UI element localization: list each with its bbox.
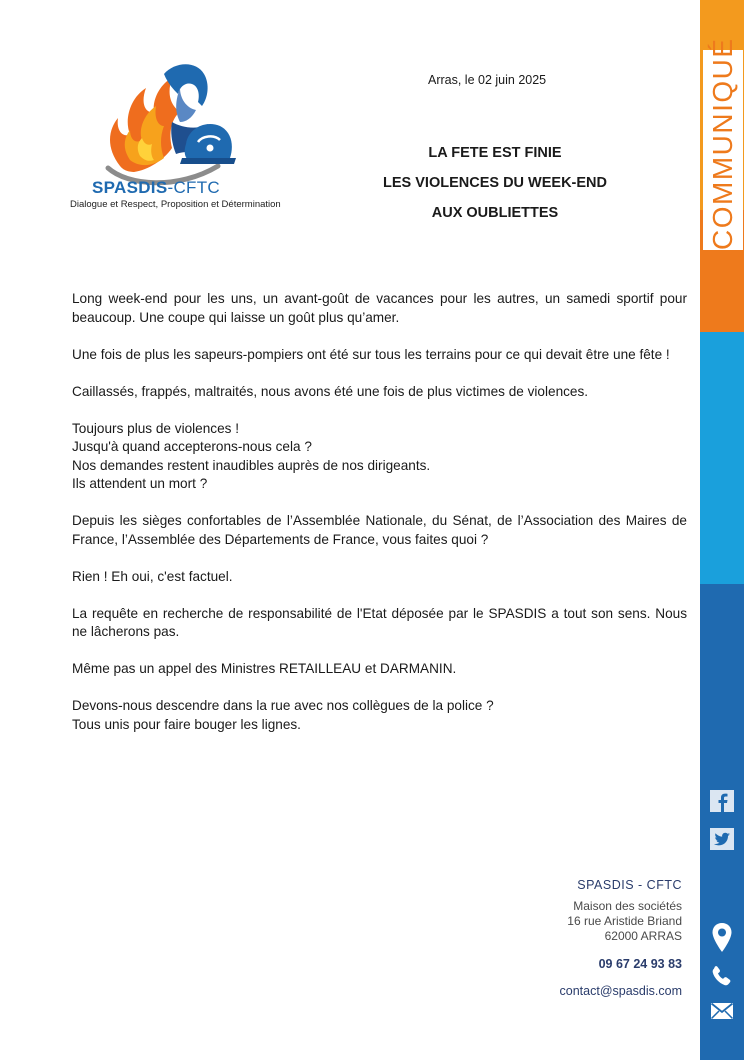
footer-email-link[interactable]: contact@spasdis.com	[559, 984, 682, 998]
headline-line-2: LES VIOLENCES DU WEEK-END	[383, 175, 607, 191]
footer-phone: 09 67 24 93 83	[598, 957, 682, 971]
footer-address-line: Maison des sociétés	[573, 899, 682, 913]
mail-icon[interactable]	[709, 999, 735, 1023]
headline	[360, 138, 630, 228]
paragraph-5: Depuis les sièges confortables de l’Assemblée Nationale, du Sénat, de l’Association des Maires de France, l’Assemblée des Départements de France, vous faites quoi ?	[72, 513, 687, 547]
location-pin-icon	[709, 922, 735, 954]
paragraph-2: Une fois de plus les sapeurs-pompiers ont été sur tous les terrains pour ce qui devait être une fête !	[72, 346, 670, 362]
headline-line-1: LA FETE EST FINIE	[428, 145, 562, 161]
paragraph-7: La requête en recherche de responsabilité de l'Etat déposée par le SPASDIS a tout son sens. Nous ne lâcherons pas.	[72, 605, 687, 639]
logo-tagline: Dialogue et Respect, Proposition et Détermination	[70, 199, 281, 210]
sidebar-band	[700, 0, 750, 1060]
paragraph-4-line: Toujours plus de violences !	[72, 420, 239, 436]
footer-org: SPASDIS - CFTC	[577, 878, 682, 892]
communique-body	[72, 290, 687, 753]
paragraph-4-line: Nos demandes restent inaudibles auprès de nos dirigeants.	[72, 457, 431, 473]
footer-address-line: 16 rue Aristide Briand	[567, 914, 682, 928]
logo-name-main: SPASDIS	[92, 178, 168, 197]
paragraph-8: Même pas un appel des Ministres RETAILLEAU et DARMANIN.	[72, 661, 457, 676]
date-line: Arras, le 02 juin 2025	[428, 73, 547, 87]
communique-vertical-title: COMMUNIQUÉ	[703, 50, 743, 250]
paragraph-9-line: Tous unis pour faire bouger les lignes.	[72, 716, 301, 732]
paragraph-1: Long week-end pour les uns, un avant-goût de vacances pour les autres, un samedi sportif pour beaucoup. Une coupe qui laisse un goût plus qu’amer.	[72, 291, 687, 325]
twitter-icon[interactable]	[709, 827, 735, 851]
paragraph-9-line: Devons-nous descendre dans la rue avec nos collègues de la police ?	[72, 698, 494, 713]
contact-footer	[560, 878, 682, 998]
paragraph-4	[72, 420, 687, 494]
logo-wordmark	[92, 178, 220, 198]
paragraph-4-line: Jusqu'à quand accepterons-nous cela ?	[72, 439, 312, 454]
paragraph-9	[72, 697, 687, 734]
footer-address-line: 62000 ARRAS	[604, 929, 682, 943]
paragraph-6: Rien ! Eh oui, c'est factuel.	[72, 568, 233, 584]
sidebar-blue-light	[700, 332, 744, 584]
logo-name-suffix: -CFTC	[167, 178, 220, 197]
paragraph-3: Caillassés, frappés, maltraités, nous avons été une fois de plus victimes de violences.	[72, 383, 589, 399]
sidebar-blue-dark	[700, 584, 744, 1060]
paragraph-4-line: Ils attendent un mort ?	[72, 476, 208, 491]
facebook-icon[interactable]	[709, 789, 735, 813]
headline-line-3: AUX OUBLIETTES	[431, 205, 559, 221]
phone-icon	[709, 964, 735, 988]
